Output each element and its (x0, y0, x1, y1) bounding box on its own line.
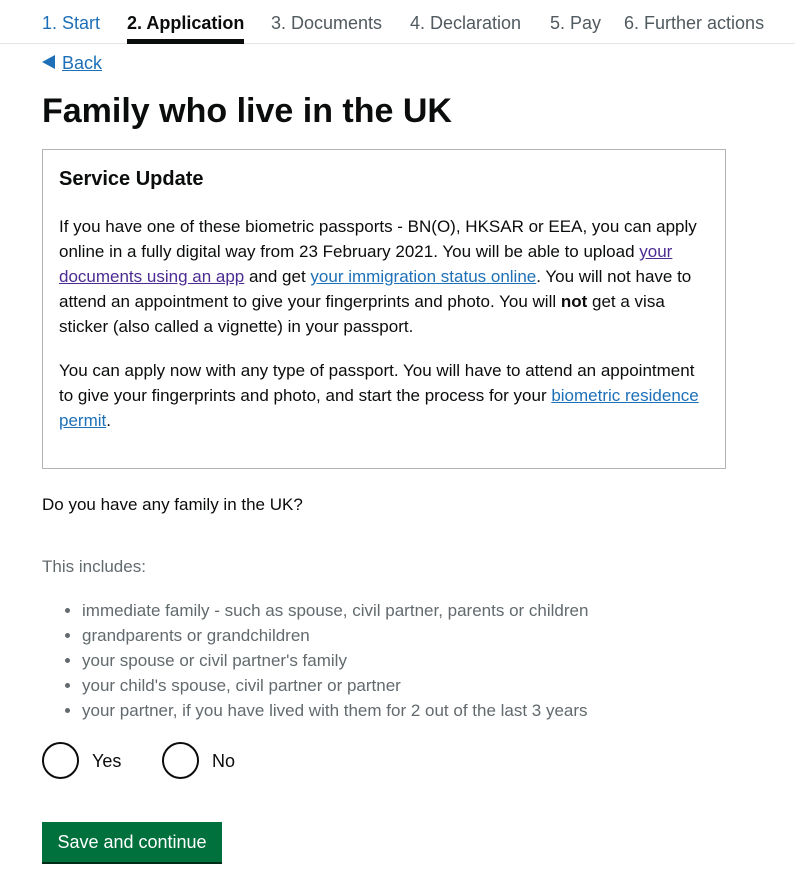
step-pay: 5. Pay (550, 13, 602, 33)
immigration-status-link[interactable]: your immigration status online (310, 267, 537, 286)
back-link[interactable] (42, 52, 102, 74)
radio-no[interactable] (162, 742, 235, 779)
service-update-paragraph-2: You can apply now with any type of passport. You will have to attend an appointment to give your fingerprints and photo, and start the process for your biometric residence permit. (59, 361, 699, 430)
hint-text: This includes: (42, 557, 146, 576)
hint-list-item: • your partner, if you have lived with them for 2 out of the last 3 years (82, 698, 588, 723)
save-and-continue-button[interactable]: Save and continue (42, 822, 222, 862)
radio-yes-circle[interactable] (42, 742, 79, 779)
hint-list-item: • immediate family - such as spouse, civil partner, parents or children (82, 598, 588, 623)
progress-steps (0, 0, 795, 44)
hint-list-item: • your child's spouse, civil partner or partner (82, 673, 588, 698)
biometric-residence-permit-link[interactable]: biometric residence permit (59, 386, 699, 430)
back-link-label: Back (62, 53, 103, 73)
step-further-actions: 6. Further actions (624, 13, 765, 33)
page-title: Family who live in the UK (42, 92, 452, 130)
hint-list (82, 598, 588, 723)
service-update-paragraph-1: If you have one of these biometric passports - BN(O), HKSAR or EEA, you can apply online in a fully digital way from 23 February 2021. You will be able to upload your documents using an app and get your immigration status online. You will not have to attend an appointment to give your fingerprints and photo. You will not get a visa sticker (also called a vignette) in your passport. (59, 217, 697, 336)
documents-app-link[interactable]: your documents using an app (59, 242, 673, 286)
radio-yes-label[interactable]: Yes (92, 750, 122, 771)
family-question: Do you have any family in the UK? (42, 495, 303, 514)
hint-list-item: • grandparents or grandchildren (82, 623, 588, 648)
step-start[interactable]: 1. Start (42, 13, 101, 33)
service-update-panel (42, 149, 726, 469)
back-triangle-icon (42, 55, 55, 69)
radio-yes[interactable] (42, 742, 121, 779)
step-declaration: 4. Declaration (410, 13, 522, 33)
radio-no-label[interactable]: No (212, 750, 236, 771)
radio-no-circle[interactable] (162, 742, 199, 779)
step-documents: 3. Documents (271, 13, 383, 33)
step-application-current: 2. Application (127, 13, 245, 33)
service-update-heading: Service Update (59, 168, 204, 190)
hint-list-item: • your spouse or civil partner's family (82, 648, 588, 673)
